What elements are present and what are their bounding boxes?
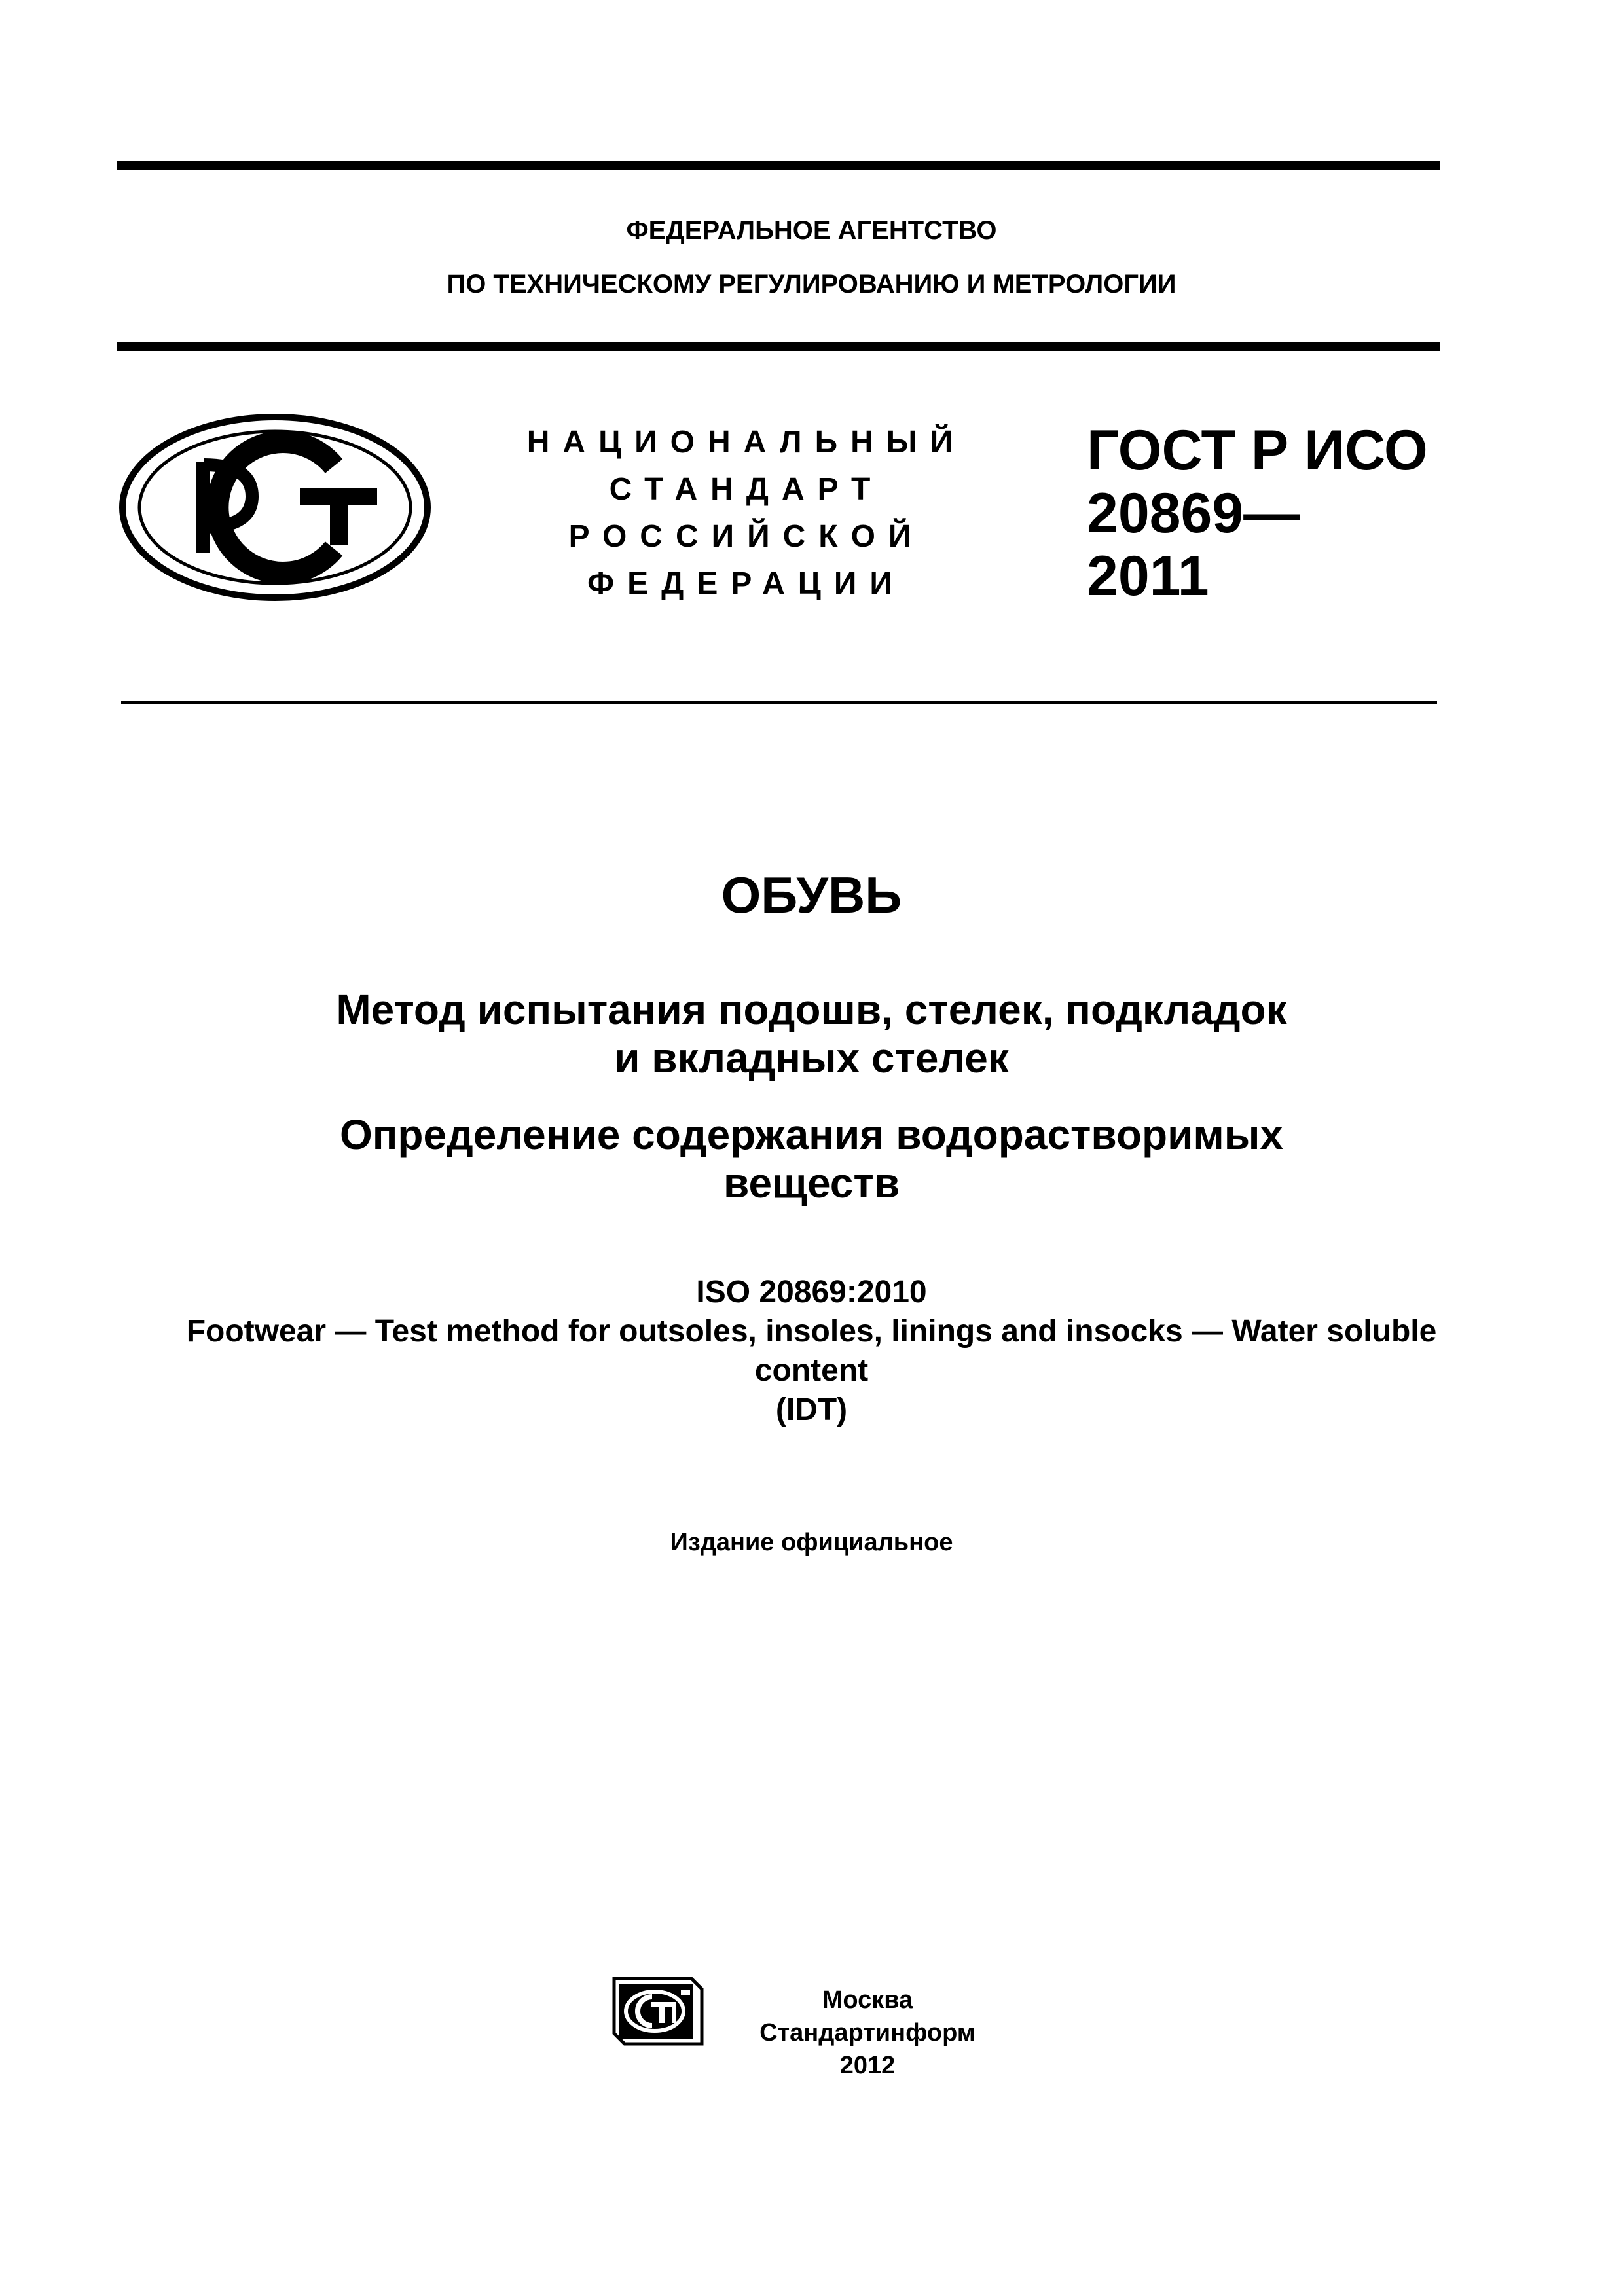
iso-title-line-1: Footwear — Test method for outsoles, insoles, linings and insocks — Water soluble	[186, 1314, 1437, 1349]
agency-line-2: ПО ТЕХНИЧЕСКОМУ РЕГУЛИРОВАНИЮ И МЕТРОЛОГИИ	[447, 270, 1176, 299]
rst-logo-icon	[118, 412, 432, 602]
national-line-1: НАЦИОНАЛЬНЫЙ	[526, 425, 966, 460]
header-bottom-rule	[121, 701, 1437, 704]
national-line-2: СТАНДАРТ	[609, 472, 884, 507]
publisher-block	[759, 1984, 976, 2082]
national-line-3: РОССИЙСКОЙ	[568, 519, 924, 554]
iso-code: ISO 20869:2010	[696, 1275, 927, 1309]
standartinform-logo	[608, 1971, 706, 2049]
iso-reference	[98, 1273, 1525, 1430]
subtitle-1-line-1: Метод испытания подошв, стелек, подкладок	[336, 986, 1287, 1033]
subtitle-2-line-2: веществ	[723, 1159, 900, 1207]
subtitle-2	[131, 1110, 1492, 1207]
designation-line-1: ГОСТ Р ИСО	[1087, 419, 1428, 482]
subtitle-2-line-1: Определение содержания водорастворимых	[339, 1111, 1284, 1158]
agency-rule	[117, 342, 1440, 351]
subtitle-1-line-2: и вкладных стелек	[614, 1034, 1009, 1082]
iso-title-line-2: content	[754, 1353, 869, 1388]
edition-label: Издание официальное	[670, 1529, 953, 1556]
standartinform-logo-icon	[608, 1971, 706, 2049]
designation-line-2: 20869—	[1087, 482, 1300, 545]
document-title: ОБУВЬ	[721, 866, 902, 924]
publisher-year: 2012	[839, 2052, 896, 2079]
iso-idt: (IDT)	[775, 1393, 848, 1427]
national-standard-label	[511, 419, 982, 608]
top-rule	[117, 161, 1440, 170]
national-line-4: ФЕДЕРАЦИИ	[587, 566, 905, 601]
publisher-name: Стандартинформ	[759, 2019, 976, 2047]
agency-line-1: ФЕДЕРАЛЬНОЕ АГЕНТСТВО	[626, 216, 997, 245]
publisher-city: Москва	[822, 1986, 913, 2014]
standard-designation	[1087, 419, 1545, 608]
subtitle-1	[131, 985, 1492, 1082]
rst-mark-logo	[118, 412, 432, 602]
designation-line-3: 2011	[1087, 545, 1209, 608]
